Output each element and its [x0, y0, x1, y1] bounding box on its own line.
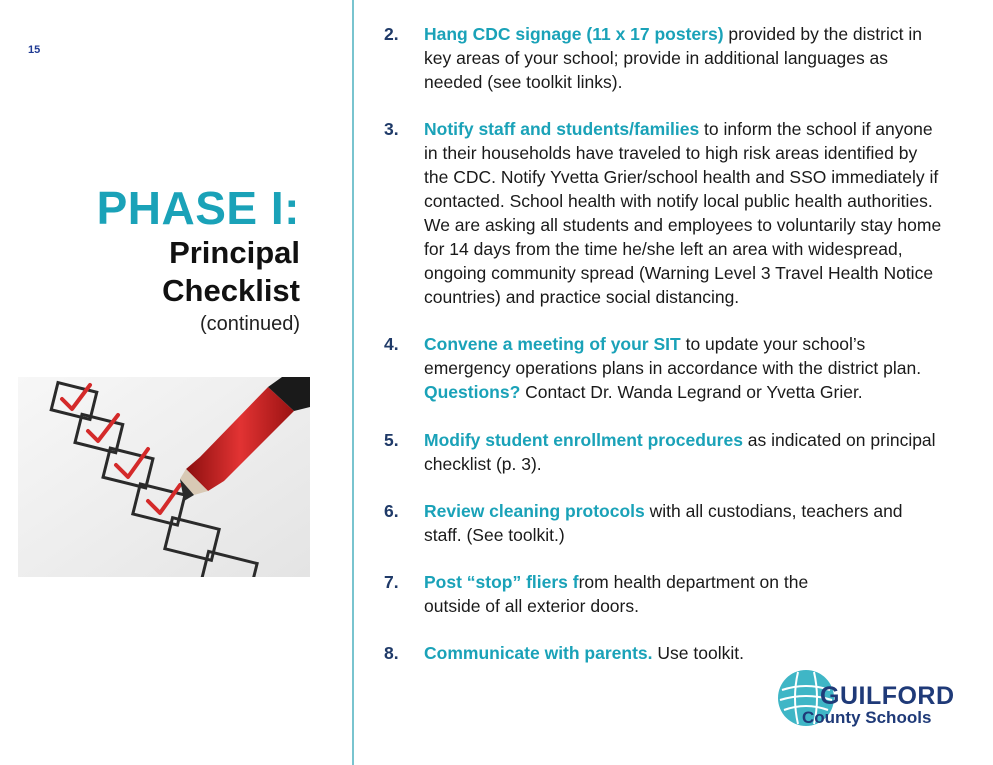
item-number: 8. — [384, 643, 399, 663]
checklist-items — [384, 22, 944, 665]
item-text: to update your school’s emergency operations plans in accordance with the district plan. — [424, 334, 922, 378]
checklist-illustration-icon — [18, 377, 310, 577]
item-text-secondary: Contact Dr. Wanda Legrand or Yvetta Grier. — [520, 382, 863, 402]
item-number: 2. — [384, 24, 399, 44]
continued-label: (continued) — [199, 313, 300, 335]
checklist-item-5 — [384, 428, 944, 476]
item-number: 6. — [384, 501, 399, 521]
item-number: 5. — [384, 430, 399, 450]
item-lead: Notify staff and students/families — [424, 119, 700, 139]
checklist-item-2 — [384, 22, 944, 94]
title-block — [40, 182, 300, 336]
vertical-divider — [352, 0, 354, 765]
checklist-item-6 — [384, 499, 944, 547]
item-lead: Convene a meeting of your SIT — [424, 334, 681, 354]
item-number: 4. — [384, 334, 399, 354]
checklist-item-7 — [384, 570, 824, 618]
item-lead: Modify student enrollment procedures — [424, 430, 743, 450]
item-lead: Review cleaning protocols — [424, 501, 645, 521]
item-lead: Communicate with parents. — [424, 643, 653, 663]
item-text: Use toolkit. — [652, 643, 744, 663]
checklist-item-3 — [384, 117, 944, 309]
item-text: with all custodians, teachers and staff. (See toolkit.) — [424, 501, 903, 545]
checklist-photo — [18, 377, 310, 577]
guilford-logo — [776, 668, 966, 730]
item-text: to inform the school if anyone in their households have traveled to high risk areas identified by the CDC. Notify Yvetta Grier/school health and SSO immediately if contacted. School health with notify local public health authorities. We are asking all students and employees to voluntarily stay home for 14 days from the time he/she left an area with widespread, ongoing community spread (Warning Level 3 Travel Health Notice countries) and practice social distancing. — [424, 119, 942, 307]
item-lead: Post “stop” fliers f — [424, 572, 579, 592]
item-lead: Hang CDC signage (11 x 17 posters) — [424, 24, 724, 44]
subtitle-line-2: Checklist — [162, 273, 300, 308]
logo-text-county-schools: County Schools — [802, 708, 932, 727]
item-lead-secondary: Questions? — [424, 382, 521, 402]
phase-title: PHASE I: — [96, 182, 300, 234]
item-text: rom health department on the outside of all exterior doors. — [424, 572, 809, 616]
page-number: 15 — [28, 44, 41, 56]
checklist-item-4 — [384, 332, 944, 404]
item-number: 3. — [384, 119, 399, 139]
logo-text-guilford: GUILFORD — [820, 682, 955, 710]
checklist-item-8 — [384, 641, 944, 665]
item-number: 7. — [384, 572, 399, 592]
subtitle-line-1: Principal — [169, 235, 300, 270]
item-text: provided by the district in key areas of your school; provide in additional languages as needed (see toolkit links). — [424, 24, 922, 92]
item-text: as indicated on principal checklist (p. 3). — [424, 430, 936, 474]
